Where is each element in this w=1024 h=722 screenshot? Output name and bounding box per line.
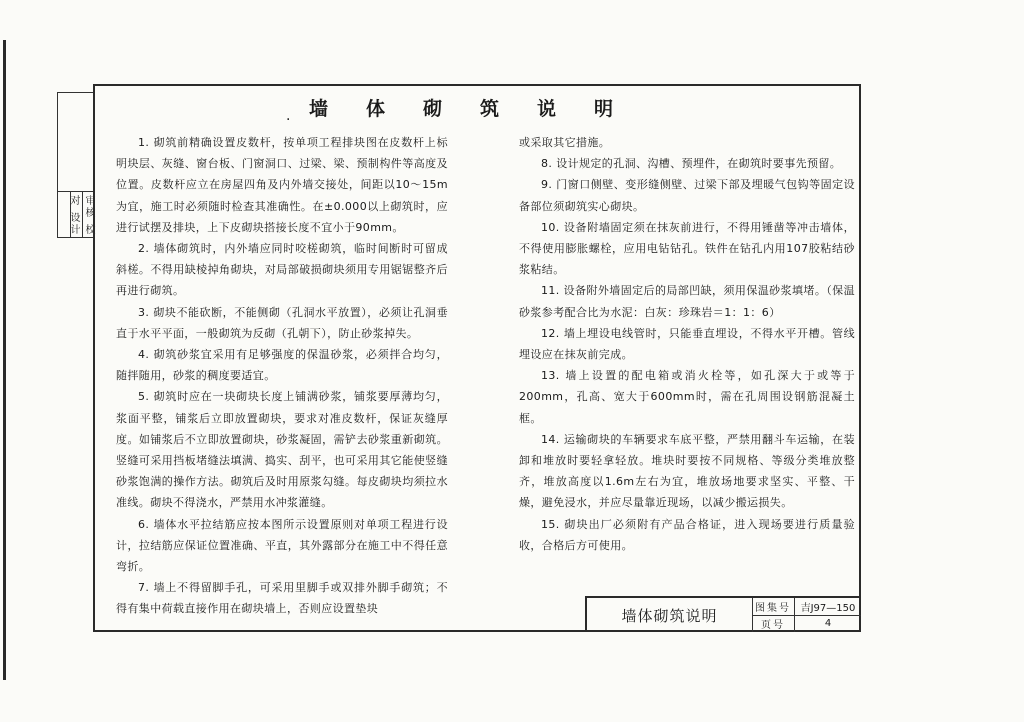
note-continuation: 或采取其它措施。 [519,136,611,149]
page-number-label: 页号 [752,615,795,632]
note-item: 2. 墙体砌筑时，内外墙应同时咬槎砌筑，临时间断时可留成斜槎。不得用缺棱掉角砌块，对局部破损砌块须用专用锯锯整齐后再进行砌筑。 [116,242,448,298]
title-block [585,596,861,632]
atlas-number: 吉J97—150 [800,603,856,614]
note-item: 8. 设计规定的孔洞、沟槽、预埋件，在砌筑时要事先预留。 [541,157,842,171]
notes-column-left [116,132,448,620]
note-item: 13. 墙上设置的配电箱或消火栓等，如孔深大于或等于200mm，孔高、宽大于600mm时，需在孔周围设钢筋混凝土框。 [519,369,855,425]
note-item: 7. 墙上不得留脚手孔，可采用里脚手或双排外脚手砌筑；不得有集中荷载直接作用在砌块墙上，否则应设置垫块 [116,581,448,616]
title-block-name: 墙体砌筑说明 [587,598,753,632]
note-item: 1. 砌筑前精确设置皮数杆，按单项工程排块图在皮数杆上标明块层、灰缝、窗台板、门窗洞口、过梁、梁、预制构件等高度及位置。皮数杆应立在房屋四角及内外墙交接处，间距以10～15m为宜，施工时必须随时检查其准确性。在±0.000以上砌筑时，应进行试摆及排块，上下皮砌块搭接长度不宜小于90mm。 [116,136,448,234]
note-item: 10. 设备附墙固定须在抹灰前进行，不得用锤凿等冲击墙体，不得使用膨胀螺栓，应用电钻钻孔。铁件在钻孔内用107胶粘结砂浆粘结。 [519,220,855,277]
approval-stamp-box [57,92,94,238]
note-item: 12. 墙上埋设电线管时，只能垂直埋设，不得水平开槽。管线埋设应在抹灰前完成。 [519,326,855,362]
binding-edge-line [3,40,6,680]
note-item: 9. 门窗口侧壁、变形缝侧壁、过梁下部及埋暖气包钩等固定设备部位须砌筑实心砌块。 [519,178,855,213]
page-number: 4 [824,618,832,629]
atlas-number-label: 图集号 [752,598,795,615]
notes-column-right [519,132,855,556]
note-item: 11. 设备附外墙固定后的局部凹缺，须用保温砂浆填堵。（保温砂浆参考配合比为水泥：白灰：珍珠岩＝1：1：6） [519,284,855,319]
note-item: 4. 砌筑砂浆宜采用有足够强度的保温砂浆，必须拌合均匀，随拌随用，砂浆的稠度要适宜。 [116,348,448,383]
page-title: 墙体砌筑说明 [308,98,651,120]
approval-stamp-text: 审核 校对 设计 [68,195,94,237]
note-item: 3. 砌块不能砍断，不能侧砌（孔洞水平放置），必须让孔洞垂直于水平平面，一般砌筑为反砌（孔朝下），防止砂浆掉失。 [116,305,448,340]
note-item: 6. 墙体水平拉结筋应按本图所示设置原则对单项工程进行设计，拉结筋应保证位置准确、平直，其外露部分在施工中不得任意弯折。 [116,517,448,574]
note-item: 15. 砌块出厂必须附有产品合格证，进入现场要进行质量验收，合格后方可使用。 [519,517,855,552]
note-item: 5. 砌筑时应在一块砌块长度上铺满砂浆，铺浆要厚薄均匀，浆面平整，铺浆后立即放置砌块，要求对准皮数杆，保证灰缝厚度。如铺浆后不立即放置砌块，砂浆凝固，需铲去砂浆重新砌筑。竖缝可采用挡板堵缝法填满、捣实、刮平，也可采用其它能使竖缝砂浆饱满的操作方法。砌筑后及时用原浆勾缝。每皮砌块均须拉水准线。砌块不得浇水，严禁用水冲浆灌缝。 [116,390,448,510]
note-item: 14. 运输砌块的车辆要求车底平整，严禁用翻斗车运输，在装卸和堆放时要轻拿轻放。堆块时要按不同规格、等级分类堆放整齐，堆放高度以1.6m左右为宜，堆放场地要求坚实、平整、干燥，避免浸水，并应尽量靠近现场，以减少搬运损失。 [519,432,855,510]
